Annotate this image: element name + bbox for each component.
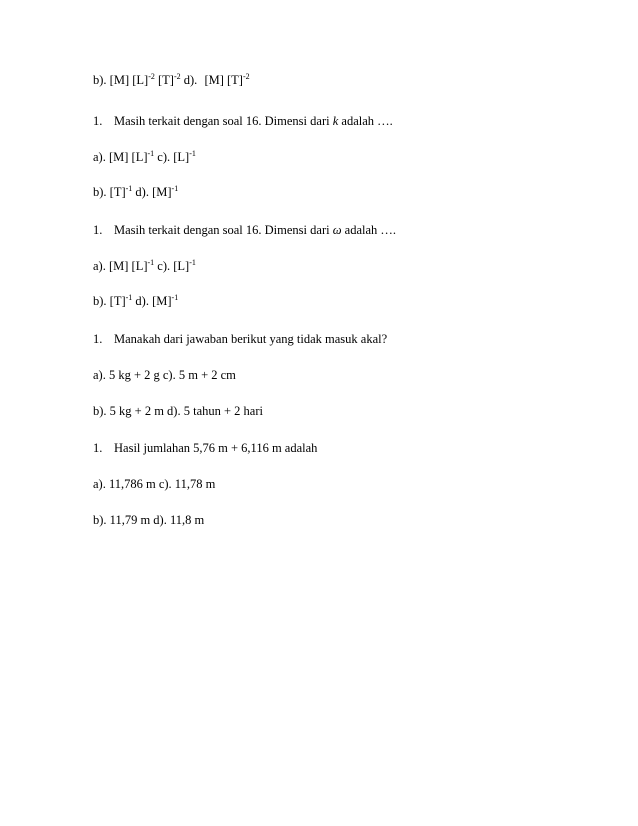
option-text: a). 11,786 m c). 11,78 m (93, 477, 216, 491)
question-variable: ω (332, 223, 342, 237)
question-line (93, 331, 387, 347)
exponent: -1 (171, 184, 179, 193)
option-text: b). 11,79 m d). 11,8 m (93, 513, 205, 527)
question-text: Masih terkait dengan soal 16. Dimensi dari (114, 223, 333, 237)
exponent: -1 (125, 184, 133, 193)
answer-options-line (93, 293, 178, 309)
question-line (93, 440, 317, 456)
option-text: d). [M] (132, 185, 172, 199)
exponent: -1 (147, 149, 155, 158)
question-text: adalah …. (338, 114, 393, 128)
option-text: d). [M] (132, 294, 172, 308)
option-text: a). [M] [L] (93, 259, 148, 273)
option-text: [T] (154, 73, 174, 87)
option-text: b). 5 kg + 2 m d). 5 tahun + 2 hari (93, 404, 263, 418)
answer-options-line (93, 367, 236, 383)
exponent: -2 (148, 72, 155, 81)
exponent: -1 (189, 258, 196, 267)
question-text: Masih terkait dengan soal 16. Dimensi dari (114, 114, 333, 128)
option-text: a). [M] [L] (93, 150, 148, 164)
option-text: c). [L] (154, 259, 190, 273)
question-text: Hasil jumlahan 5,76 m + 6,116 m adalah (114, 441, 318, 455)
option-text: d). (180, 73, 198, 87)
option-text: b). [M] [L] (93, 73, 149, 87)
question-number: 1. (93, 114, 103, 128)
question-variable: k (332, 114, 339, 128)
answer-options-line (93, 149, 196, 165)
answer-options-line (93, 476, 215, 492)
answer-options-line (93, 403, 263, 419)
exponent: -1 (125, 293, 133, 302)
question-text: adalah …. (341, 223, 397, 237)
question-text: Manakah dari jawaban berikut yang tidak masuk akal? (114, 332, 388, 346)
option-text: b). [T] (93, 294, 126, 308)
question-line (93, 113, 393, 129)
option-text: a). 5 kg + 2 g c). 5 m + 2 cm (93, 368, 236, 382)
question-number: 1. (93, 332, 103, 346)
answer-options-line (93, 258, 196, 274)
question-number: 1. (93, 441, 103, 455)
exponent: -1 (189, 149, 196, 158)
answer-options-line (93, 72, 250, 88)
question-line (93, 222, 396, 238)
option-text: c). [L] (154, 150, 190, 164)
exponent: -2 (173, 72, 181, 81)
question-number: 1. (93, 223, 103, 237)
exponent: -1 (147, 258, 155, 267)
exponent: -1 (171, 293, 179, 302)
exponent: -2 (242, 72, 250, 81)
answer-options-line (93, 512, 204, 528)
answer-options-line (93, 184, 178, 200)
option-text: b). [T] (93, 185, 126, 199)
option-text: [M] [T] (201, 73, 243, 87)
